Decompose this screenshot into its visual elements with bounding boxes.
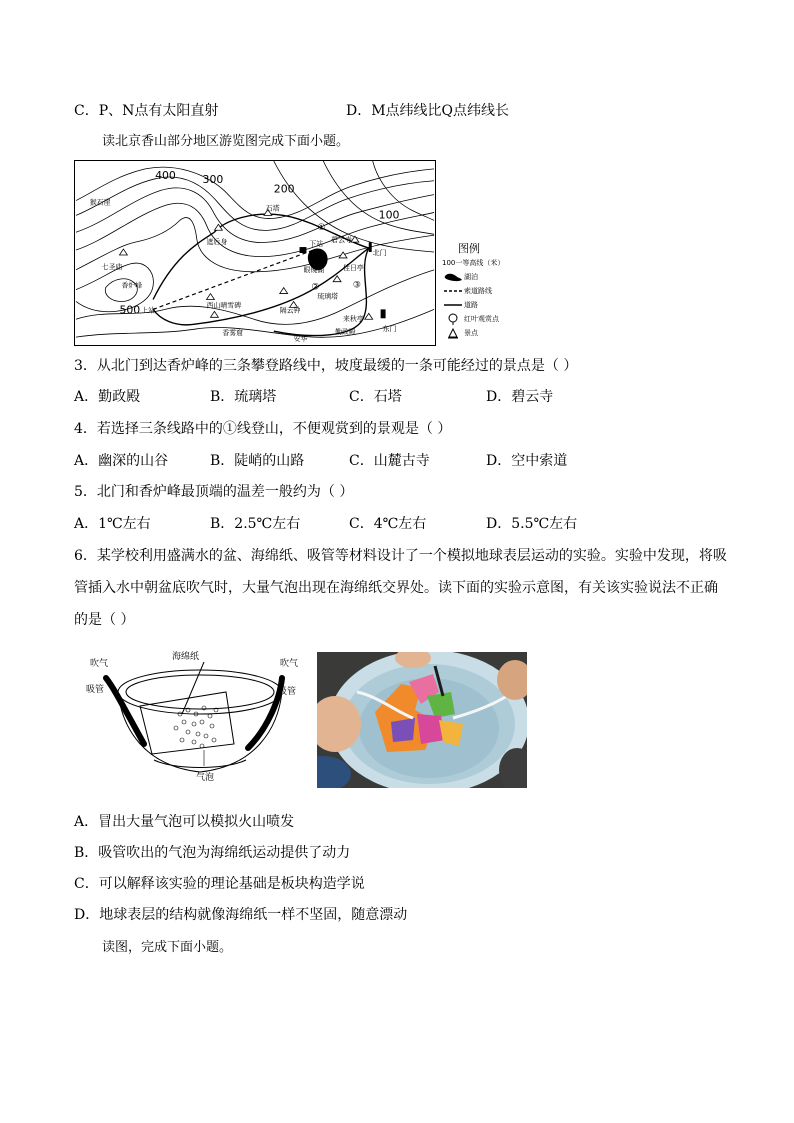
legend-contour: 100一等高线（米） xyxy=(442,259,505,267)
cableway-icon xyxy=(442,285,464,297)
place-shi-ta: 石塔 xyxy=(265,204,280,213)
place-dong-men: 东门 xyxy=(382,325,397,334)
q6-stem-line-1: 6．某学校利用盛满水的盆、海绵纸、吸管等材料设计了一个模拟地球表层运动的实验。实验中发现，将吸 xyxy=(74,548,727,564)
q4-option-b: B．陡峭的山路 xyxy=(210,453,305,469)
contour-200: 200 xyxy=(273,182,295,196)
scenic-spot-icon xyxy=(442,327,464,339)
legend-scenic-spot: 景点 xyxy=(442,326,552,340)
place-an-hua: 安华 xyxy=(293,335,308,344)
option-d-prev: D．M点纬线比Q点纬线长 xyxy=(346,103,510,119)
place-xiang-wu-ku: 香雾窟 xyxy=(222,329,244,338)
contour-400: 400 xyxy=(155,168,176,182)
q4-stem: 4．若选择三条线路中的①线登山，不便观赏到的景观是（ ） xyxy=(74,421,452,437)
legend-cableway: 索道路线 xyxy=(442,284,552,298)
q6-option-c: C．可以解释该实验的理论基础是板块构造学说 xyxy=(74,876,365,892)
contour-300: 300 xyxy=(202,172,224,186)
place-bi-yun-si: 碧云寺 xyxy=(331,236,352,245)
label-blow-right: 吹气 xyxy=(280,659,299,669)
lake-icon xyxy=(442,271,464,283)
place-qi-sheng-miao: 七圣庙 xyxy=(101,262,123,271)
contour-100: 100 xyxy=(378,208,400,222)
map-legend xyxy=(442,240,552,340)
intro-next: 读图，完成下面小题。 xyxy=(102,940,233,955)
option-c-prev: C．P、N点有太阳直射 xyxy=(74,103,219,119)
road-icon xyxy=(442,299,464,311)
route-1-label: ① xyxy=(317,223,326,234)
q3-option-c: C．石塔 xyxy=(349,389,402,405)
q6-option-a: A．冒出大量气泡可以模拟火山喷发 xyxy=(74,814,295,830)
legend-lake: 湖泊 xyxy=(442,270,552,284)
place-xi-shan-bei: 西山晴雪碑 xyxy=(206,301,242,310)
route-3-label: ③ xyxy=(352,280,361,291)
q5-option-b: B．2.5℃左右 xyxy=(210,516,301,532)
xiangshan-map xyxy=(74,160,436,346)
experiment-diagram xyxy=(84,648,306,788)
place-hou-shi-ya: 猴石崖 xyxy=(89,198,111,207)
legend-red-leaf: 红叶观赏点 xyxy=(442,312,552,326)
label-sponge: 海绵纸 xyxy=(172,652,200,662)
intro-map: 读北京香山部分地区游览图完成下面小题。 xyxy=(102,134,350,149)
q3-option-b: B．琉璃塔 xyxy=(210,389,277,405)
q6-option-d: D．地球表层的结构就像海绵纸一样不坚固，随意漂动 xyxy=(74,907,408,923)
q5-stem: 5．北门和香炉峰最顶端的温差一般约为（ ） xyxy=(74,484,354,500)
legend-title: 图例 xyxy=(458,242,480,255)
route-2-label: ② xyxy=(311,282,320,293)
q6-stem-line-2: 管插入水中朝盆底吹气时，大量气泡出现在海绵纸交界处。读下面的实验示意图，有关该实验说法不正确 xyxy=(74,580,718,596)
q4-option-a: A．幽深的山谷 xyxy=(74,453,169,469)
place-shang-zhan: 上站 xyxy=(141,306,156,315)
place-bei-men: 北门 xyxy=(372,248,387,257)
contour-500: 500 xyxy=(119,303,141,317)
place-lai-qiu-ting: 来秋亭 xyxy=(343,315,364,324)
label-straw-left: 吸管 xyxy=(86,685,105,695)
place-xiang-lu-feng: 香炉峰 xyxy=(121,281,143,290)
legend-road: 道路 xyxy=(442,298,552,312)
place-yan-jing-hu: 眼镜湖 xyxy=(303,265,325,274)
label-bubble: 气泡 xyxy=(196,773,215,783)
q3-option-a: A．勤政殿 xyxy=(74,389,141,405)
photo-svg xyxy=(317,652,527,788)
place-qin-zheng-dian: 勤政殿 xyxy=(335,328,356,337)
label-blow-left: 吹气 xyxy=(90,659,109,669)
label-straw-right: 吸管 xyxy=(278,687,297,697)
experiment-photo xyxy=(317,652,527,788)
place-liu-li-ta: 琉璃塔 xyxy=(317,292,339,301)
q6-stem-line-3: 的是（ ） xyxy=(74,612,135,628)
red-leaf-icon xyxy=(442,313,464,325)
basin-svg xyxy=(84,648,306,788)
place-jia-ri-ting: 佳日亭 xyxy=(343,263,364,272)
place-ge-yun-zhong: 隔云钟 xyxy=(279,306,301,315)
q5-option-d: D．5.5℃左右 xyxy=(486,516,578,532)
map-svg xyxy=(75,161,435,345)
q5-option-c: C．4℃左右 xyxy=(349,516,427,532)
q5-option-a: A．1℃左右 xyxy=(74,516,151,532)
q4-option-c: C．山麓古寺 xyxy=(349,453,430,469)
q3-stem: 3．从北门到达香炉峰的三条攀登路线中，坡度最缓的一条可能经过的景点是（ ） xyxy=(74,358,578,374)
place-zhe-hou-shen: 遮后身 xyxy=(206,238,228,247)
q6-option-b: B．吸管吹出的气泡为海绵纸运动提供了动力 xyxy=(74,845,351,861)
q3-option-d: D．碧云寺 xyxy=(486,389,554,405)
q4-option-d: D．空中索道 xyxy=(486,453,568,469)
place-xia-zhan: 下站 xyxy=(309,240,324,249)
